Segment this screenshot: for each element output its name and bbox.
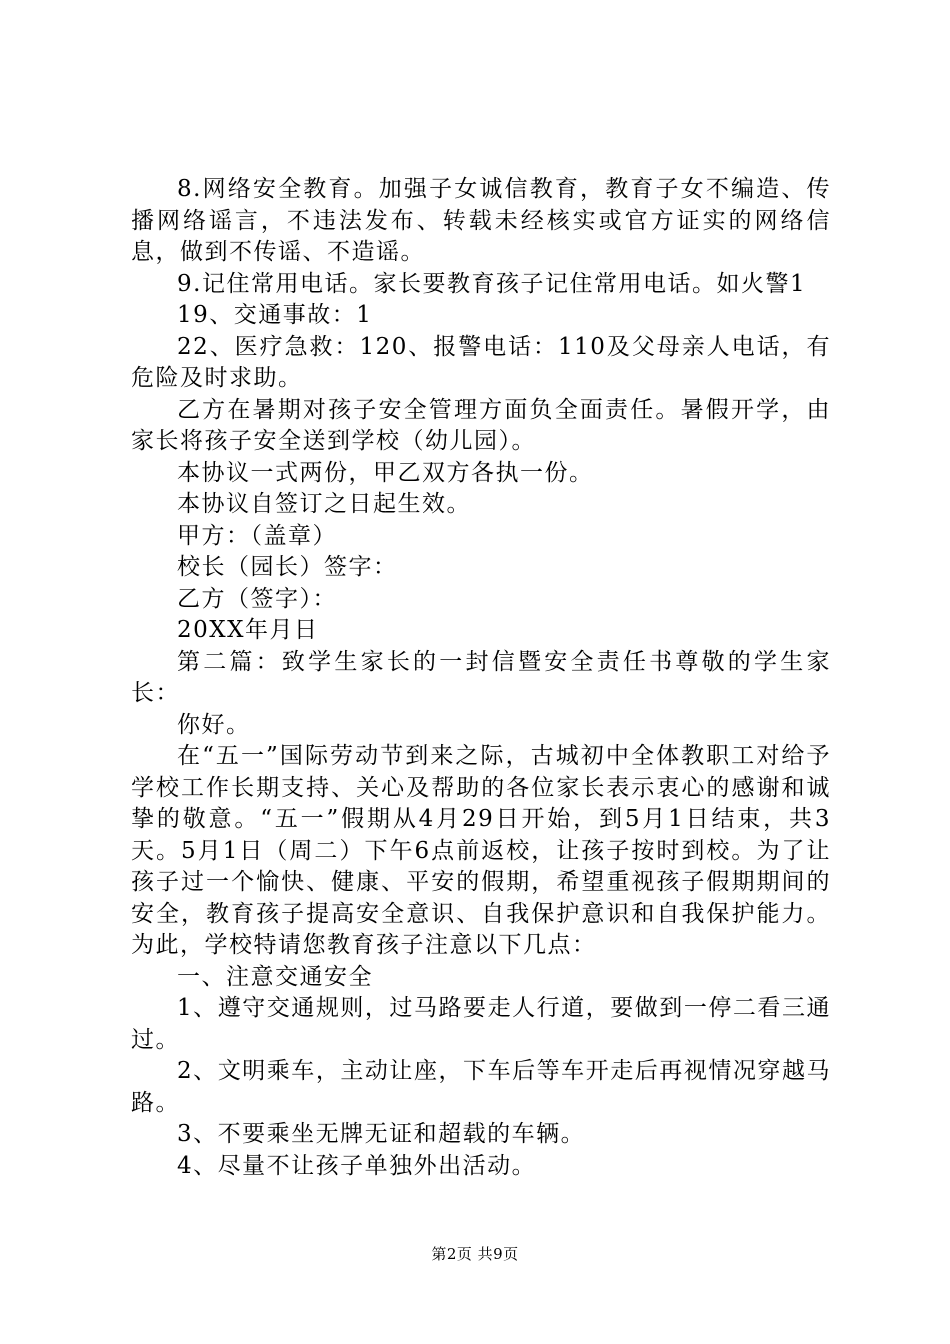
document-body [131,174,831,1182]
principal-signature: 校长（园长）签字： [177,554,398,580]
list-item-unlicensed-vehicles: 3、不要乘坐无牌无证和超载的车辆。 [177,1121,586,1147]
subheading-traffic-safety: 一、注意交通安全 [177,963,373,990]
paragraph-phone-numbers: 9.记住常用电话。家长要教育孩子记住常用电话。如火警1 [177,270,807,297]
paragraph-traffic-accident: 19、交通事故：1 [177,302,373,328]
party-a-seal: 甲方：（盖章） [177,522,337,549]
paragraph-effective: 本协议自签订之日起生效。 [177,491,471,517]
paragraph-internet-safety: 8.网络安全教育。加强子女诚信教育，教育子女不编造、传播网络谣言，不违法发布、转载未经核实或官方证实的网络信息，做到不传谣、不造谣。 [131,176,831,265]
paragraph-responsibility: 乙方在暑期对孩子安全管理方面负全面责任。暑假开学，由家长将孩子安全送到学校（幼儿园）。 [131,396,831,454]
party-b-signature: 乙方（签字）： [177,585,337,612]
greeting: 你好。 [177,711,251,738]
date-line: 20XX年月日 [177,617,319,643]
paragraph-emergency: 22、医疗急救：120、报警电话：110及父母亲人电话，有危险及时求助。 [131,333,831,391]
section-heading-letter: 第二篇：致学生家长的一封信暨安全责任书尊敬的学生家长： [131,648,831,706]
page-number-footer: 第2页 共9页 [431,1245,519,1263]
list-item-traffic-rules: 1、遵守交通规则，过马路要走人行道，要做到一停二看三通过。 [131,995,831,1053]
list-item-no-solo-outings: 4、尽量不让孩子单独外出活动。 [177,1152,537,1179]
list-item-civil-riding: 2、文明乘车，主动让座，下车后等车开走后再视情况穿越马路。 [131,1058,831,1116]
paragraph-holiday-notice: 在“五一”国际劳动节到来之际，古城初中全体教职工对给予学校工作长期支持、关心及帮助的各位家长表示衷心的感谢和诚挚的敬意。“五一”假期从4月29日开始，到5月1日结束，共3天。5月1日（周二）下午6点前返校，让孩子按时到校。为了让孩子过一个愉快、健康、平安的假期，希望重视孩子假期期间的安全，教育孩子提高安全意识、自我保护意识和自我保护能力。为此，学校特请您教育孩子注意以下几点： [131,743,831,958]
paragraph-copies: 本协议一式两份，甲乙双方各执一份。 [177,459,594,486]
